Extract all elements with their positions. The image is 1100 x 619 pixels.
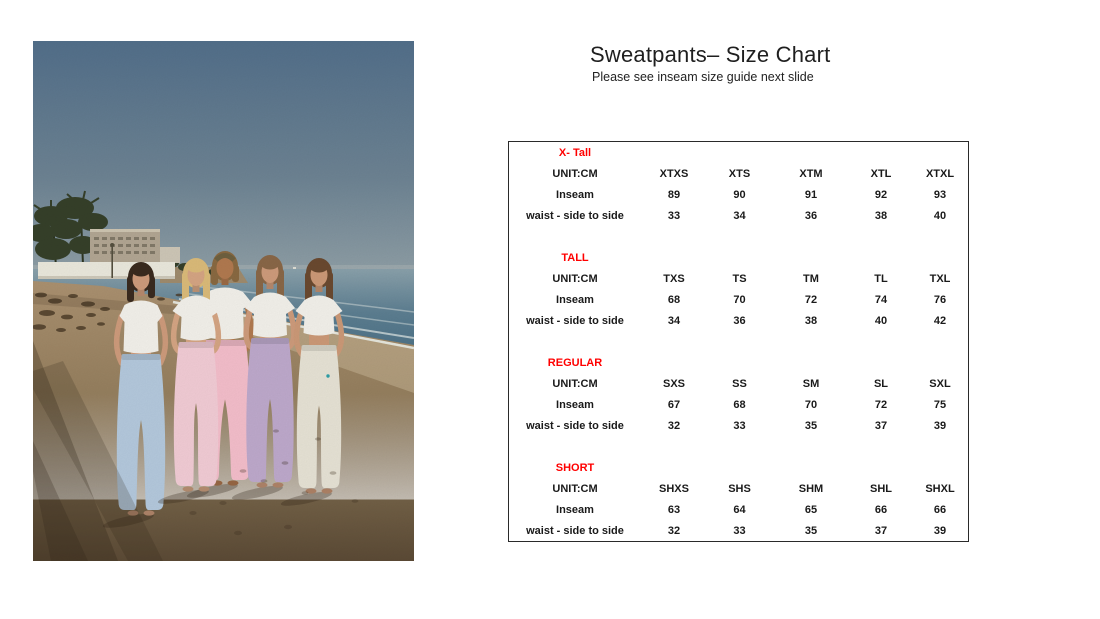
size-code: SL — [873, 377, 889, 390]
waist-value: 39 — [933, 419, 947, 432]
inseam-value: 91 — [804, 188, 818, 201]
spacer-cell — [509, 331, 641, 352]
waist-row — [509, 520, 968, 541]
page-title: Sweatpants– Size Chart — [590, 42, 831, 67]
size-code: SHL — [870, 482, 892, 495]
spacer-cell — [772, 436, 850, 457]
inseam-value: 68 — [667, 293, 681, 306]
inseam-value: 70 — [804, 398, 818, 411]
waist-row — [509, 205, 968, 226]
sizes-row — [509, 478, 968, 499]
section-title: REGULAR — [547, 356, 603, 369]
empty-cell — [641, 352, 707, 373]
waist-value: 32 — [667, 524, 681, 537]
size-code: SS — [732, 377, 747, 390]
size-chart — [508, 141, 969, 542]
empty-cell — [772, 352, 850, 373]
waist-value: 34 — [733, 209, 746, 222]
beach-photo-svg — [33, 41, 414, 561]
inseam-value: 68 — [733, 398, 746, 411]
size-code: SHS — [728, 482, 751, 495]
unit-label: UNIT:CM — [552, 377, 598, 390]
spacer-cell — [912, 331, 968, 352]
size-code: TM — [803, 272, 819, 285]
inseam-value: 64 — [733, 503, 746, 516]
waist-label: waist - side to side — [526, 419, 624, 432]
size-code: TL — [874, 272, 888, 285]
empty-cell — [850, 457, 912, 478]
waist-value: 33 — [733, 419, 746, 432]
waist-row — [509, 415, 968, 436]
empty-cell — [912, 247, 968, 268]
section-title: TALL — [561, 251, 589, 264]
film-grain — [33, 41, 414, 561]
spacer-cell — [850, 331, 912, 352]
spacer-cell — [707, 436, 772, 457]
waist-value: 37 — [874, 419, 888, 432]
empty-cell — [641, 142, 707, 163]
size-chart-table — [509, 142, 968, 541]
empty-cell — [641, 457, 707, 478]
size-code: SXL — [929, 377, 951, 390]
inseam-value: 74 — [874, 293, 888, 306]
unit-label: UNIT:CM — [552, 482, 598, 495]
inseam-value: 72 — [804, 293, 818, 306]
inseam-value: 66 — [933, 503, 947, 516]
inseam-value: 63 — [667, 503, 681, 516]
empty-cell — [912, 352, 968, 373]
sizes-row — [509, 268, 968, 289]
waist-label: waist - side to side — [526, 524, 624, 537]
spacer-cell — [509, 436, 641, 457]
waist-value: 33 — [667, 209, 681, 222]
empty-cell — [912, 457, 968, 478]
empty-cell — [772, 457, 850, 478]
waist-value: 40 — [933, 209, 947, 222]
sizes-row — [509, 163, 968, 184]
inseam-value: 92 — [874, 188, 888, 201]
size-code: SHXS — [659, 482, 689, 495]
size-code: XTXS — [659, 167, 689, 180]
waist-row — [509, 310, 968, 331]
inseam-value: 90 — [733, 188, 746, 201]
waist-label: waist - side to side — [526, 209, 624, 222]
spacer-cell — [641, 436, 707, 457]
spacer-cell — [772, 331, 850, 352]
section-title: SHORT — [555, 461, 595, 474]
size-code: TS — [732, 272, 747, 285]
waist-value: 36 — [733, 314, 746, 327]
size-code: XTXL — [925, 167, 955, 180]
empty-cell — [707, 142, 772, 163]
spacer-cell — [912, 226, 968, 247]
waist-value: 39 — [933, 524, 947, 537]
inseam-label: Inseam — [556, 293, 594, 306]
size-code: XTS — [728, 167, 751, 180]
inseam-label: Inseam — [556, 503, 594, 516]
page-subtitle: Please see inseam size guide next slide — [592, 70, 814, 85]
waist-label: waist - side to side — [526, 314, 624, 327]
spacer-row — [509, 331, 968, 352]
inseam-row — [509, 394, 968, 415]
spacer-cell — [772, 226, 850, 247]
spacer-cell — [912, 436, 968, 457]
waist-value: 35 — [804, 419, 818, 432]
unit-label: UNIT:CM — [552, 272, 598, 285]
section-title: X- Tall — [558, 146, 592, 159]
inseam-value: 93 — [933, 188, 947, 201]
section-header-row — [509, 247, 968, 268]
spacer-cell — [509, 226, 641, 247]
inseam-value: 76 — [933, 293, 947, 306]
waist-value: 34 — [667, 314, 681, 327]
section-header-row — [509, 457, 968, 478]
waist-value: 38 — [804, 314, 818, 327]
empty-cell — [850, 352, 912, 373]
spacer-cell — [850, 226, 912, 247]
spacer-cell — [641, 226, 707, 247]
title-block — [590, 42, 830, 85]
inseam-value: 89 — [667, 188, 681, 201]
waist-value: 32 — [667, 419, 681, 432]
size-code: SM — [802, 377, 820, 390]
size-code: SHXL — [925, 482, 955, 495]
empty-cell — [707, 352, 772, 373]
beach-photo — [33, 41, 414, 561]
spacer-row — [509, 226, 968, 247]
inseam-row — [509, 289, 968, 310]
size-code: TXL — [929, 272, 951, 285]
waist-value: 35 — [804, 524, 818, 537]
waist-value: 33 — [733, 524, 746, 537]
size-code: XTM — [799, 167, 823, 180]
inseam-value: 70 — [733, 293, 746, 306]
size-code: SXS — [662, 377, 685, 390]
size-code: TXS — [663, 272, 685, 285]
waist-value: 37 — [874, 524, 888, 537]
empty-cell — [850, 142, 912, 163]
empty-cell — [707, 247, 772, 268]
waist-value: 42 — [933, 314, 947, 327]
spacer-cell — [707, 331, 772, 352]
size-code: XTL — [870, 167, 892, 180]
spacer-cell — [850, 436, 912, 457]
spacer-cell — [641, 331, 707, 352]
section-header-row — [509, 352, 968, 373]
waist-value: 40 — [874, 314, 888, 327]
empty-cell — [850, 247, 912, 268]
unit-label: UNIT:CM — [552, 167, 598, 180]
section-header-row — [509, 142, 968, 163]
waist-value: 38 — [874, 209, 888, 222]
inseam-value: 67 — [667, 398, 681, 411]
size-code: SHM — [798, 482, 824, 495]
inseam-label: Inseam — [556, 188, 594, 201]
empty-cell — [707, 457, 772, 478]
empty-cell — [912, 142, 968, 163]
inseam-value: 75 — [933, 398, 947, 411]
inseam-value: 72 — [874, 398, 888, 411]
sizes-row — [509, 373, 968, 394]
inseam-value: 66 — [874, 503, 888, 516]
waist-value: 36 — [804, 209, 818, 222]
inseam-row — [509, 184, 968, 205]
empty-cell — [641, 247, 707, 268]
inseam-row — [509, 499, 968, 520]
inseam-value: 65 — [804, 503, 818, 516]
spacer-cell — [707, 226, 772, 247]
empty-cell — [772, 247, 850, 268]
inseam-label: Inseam — [556, 398, 594, 411]
spacer-row — [509, 436, 968, 457]
empty-cell — [772, 142, 850, 163]
